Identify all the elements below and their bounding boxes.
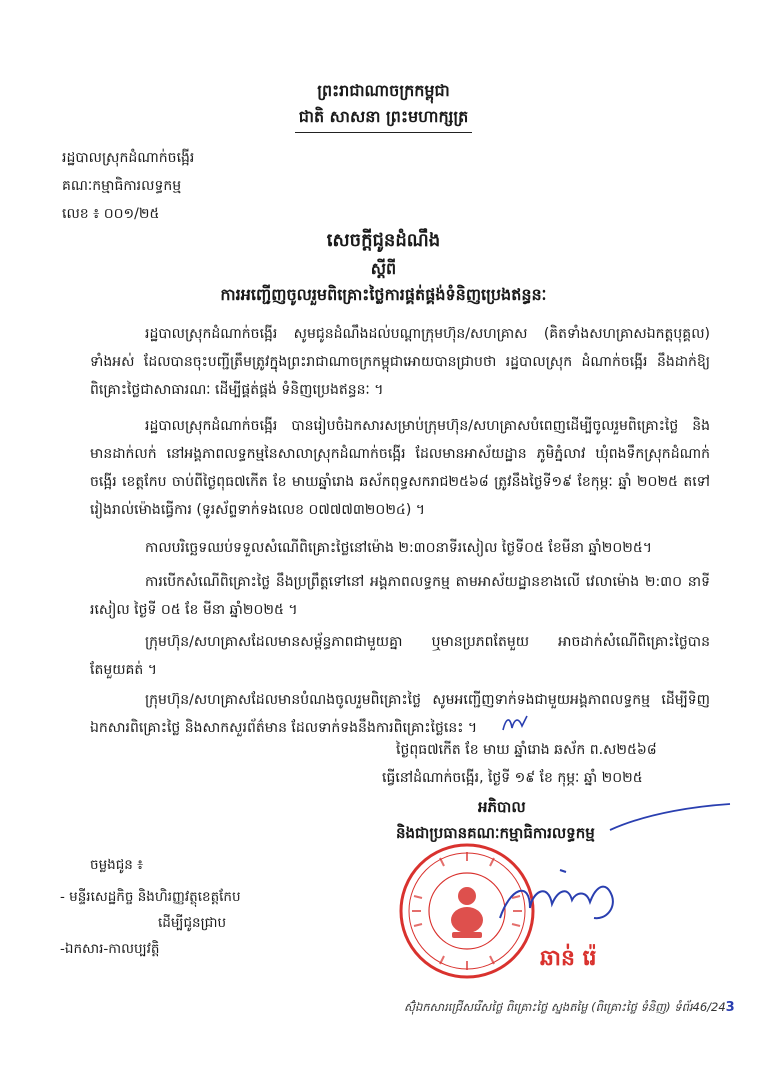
document-number: លេខ ៖ ០០១/២៥ [62, 206, 160, 222]
paragraph-2: រដ្ឋបាលស្រុកដំណាក់ចង្អើរ បានរៀបចំឯកសារសម្រាប់ក្រុមហ៊ុន/សហគ្រាសបំពេញដើម្បីចូលរួមពិគ្រោះថ្លៃ និង មានដាក់លក់ នៅអង្គភាពលទ្ធកម្មនៃសាលាស្រុកដំណាក់ចង្អើរ ដែលមានអាស័យដ្ឋាន ភូមិភ្នំលាវ ឃុំពងទឹកស្រុកដំណាក់ចង្អើរ ខេត្តកែប ចាប់ពីថ្ងៃពុធ៧កើត ខែ មាឃឆ្នាំរោង ឆស័កពុទ្ធសករាជ២៥៦៨ ត្រូវនឹងថ្ងៃទី១៩ ខែកុម្ភៈ ឆ្នាំ ២០២៥ តទៅ រៀងរាល់ម៉ោងធ្វើការ (ទូរស័ព្ទទាក់ទងលេខ ០៧៧៧៣២០២៤) ។ [90, 418, 710, 518]
kingdom-header [0, 80, 767, 104]
issuer-committee: គណៈកម្មាធិការលទ្ធកម្ម [62, 178, 182, 194]
handwritten-signature-icon [380, 800, 740, 940]
footer-reference: ស៊ុំឯកសារជ្រើសរើសថ្លៃ ពិគ្រោះថ្លៃ ស្នងតម្លៃ (ពិគ្រោះថ្លៃ ទំនិញ) ទំព័រ46/243 [404, 1000, 735, 1015]
lunar-date: ថ្ងៃពុធ៧កើត ខែ មាឃ ឆ្នាំរោង ឆស័ក ព.ស២៥៦៨ [396, 742, 657, 758]
signatory-name: ឆាន់ រ៉េ [540, 946, 597, 971]
paragraph-3: កាលបរិច្ឆេទឈប់ទទួលសំណើពិគ្រោះថ្លៃនៅម៉ោង ២:៣០នាទីរសៀល ថ្ងៃទី០៥ ខែមីនា ឆ្នាំ២០២៥។ [145, 540, 652, 556]
motto-header [0, 106, 767, 133]
issuer-office: រដ្ឋបាលស្រុកដំណាក់ចង្អើរ [62, 150, 195, 166]
initial-mark-icon [500, 712, 530, 734]
footer-page-mark: 3 [725, 1000, 735, 1015]
kingdom-title: ព្រះរាជាណាចក្រកម្ពុជា [317, 81, 450, 100]
paragraph-5: ក្រុមហ៊ុន/សហគ្រាសដែលមានសម្ព័ន្ធភាពជាមួយគ្នា ឬមានប្រភពតែមួយ អាចដាក់សំណើពិគ្រោះថ្លៃបានតែមួយគត់ ។ [90, 634, 710, 678]
solar-date: ធ្វើនៅដំណាក់ចង្អើរ, ថ្ងៃទី ១៩ ខែ កុម្ភៈ ឆ្នាំ ២០២៥ [382, 770, 643, 786]
signatory-committee-role: និងជាប្រធានគណៈកម្មាធិការលទ្ធកម្ម [396, 824, 595, 842]
cc-item-note: ដើម្បីជូនជ្រាប [158, 915, 227, 931]
notice-title: សេចក្តីជូនដំណឹង [326, 230, 441, 251]
paragraph-1: រដ្ឋបាលស្រុកដំណាក់ចង្អើរ សូមជូនដំណឹងដល់បណ្តាក្រុមហ៊ុន/សហគ្រាស (គិតទាំងសហគ្រាសឯកត្តបុគ្គល) ទាំងអស់ ដែលបានចុះបញ្ជីត្រឹមត្រូវក្នុងព្រះរាជាណាចក្រកម្ពុជាអោយបានជ្រាបថា រដ្ឋបាលស្រុក ដំណាក់ចង្អើរ នឹងដាក់ឱ្យពិគ្រោះថ្លៃជាសាធារណៈ ដើម្បីផ្គត់ផ្គង់ ទំនិញប្រេងឥន្ធនៈ ។ [90, 326, 710, 398]
national-motto: ជាតិ សាសនា ព្រះមហាក្សត្រ [295, 106, 473, 133]
paragraph-6: ក្រុមហ៊ុន/សហគ្រាសដែលមានបំណងចូលរួមពិគ្រោះថ្លៃ សូមអញ្ជើញទាក់ទងជាមួយអង្គភាពលទ្ធកម្ម ដើម្បីទិញឯកសារពិគ្រោះថ្លៃ និងសាកសួរព័ត៌មាន ដែលទាក់ទងនឹងការពិគ្រោះថ្លៃនេះ ។ [90, 692, 710, 736]
notice-subject-label: ស្តីពី [370, 259, 397, 278]
cc-heading: ចម្លងជូន ៖ [90, 857, 144, 873]
cc-item-provincial-department: - មន្ទីរសេដ្ឋកិច្ច និងហិរញ្ញវត្ថុខេត្តកែប [60, 889, 241, 905]
paragraph-4: ការបើកសំណើពិគ្រោះថ្លៃ នឹងប្រព្រឹត្តទៅនៅ អង្គភាពលទ្ធកម្ម តាមអាស័យដ្ឋានខាងលើ វេលាម៉ោង ២:៣០ នាទីរសៀល ថ្ងៃទី ០៥ ខែ មីនា ឆ្នាំ២០២៥ ។ [90, 574, 710, 618]
signatory-role: អភិបាល [478, 798, 526, 816]
cc-item-archive: -ឯកសារ-កាលប្បវត្តិ [60, 941, 160, 957]
notice-subject: ការអញ្ជើញចូលរួមពិគ្រោះថ្លៃការផ្គត់ផ្គង់ទំនិញប្រេងឥន្ធនៈ [220, 285, 547, 304]
